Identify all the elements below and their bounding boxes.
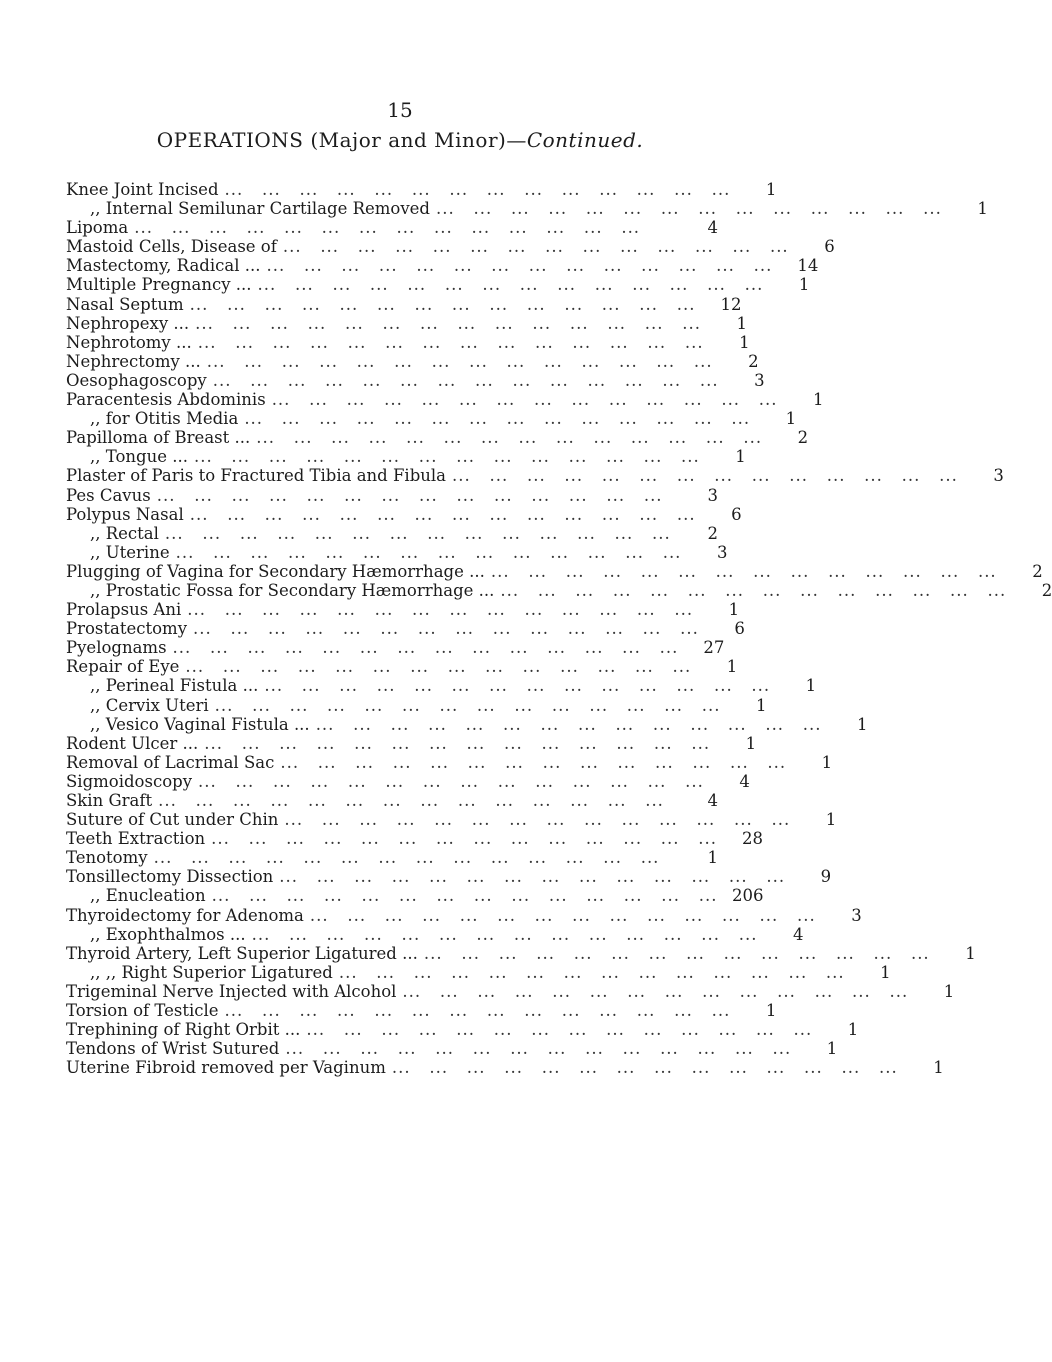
operation-count: 1 bbox=[821, 752, 833, 772]
operation-count: 2 bbox=[748, 351, 759, 371]
operation-count: 1 bbox=[847, 1020, 859, 1040]
leader-dots bbox=[278, 810, 796, 829]
list-item bbox=[66, 981, 955, 1001]
operation-count: 206 bbox=[731, 886, 764, 906]
list-item bbox=[66, 180, 777, 199]
list-item bbox=[66, 1020, 859, 1040]
list-item bbox=[66, 810, 837, 830]
operation-name: Mastectomy, Radical ... bbox=[66, 256, 261, 276]
operation-count: 2 bbox=[797, 428, 809, 448]
operation-name: ,, for Otitis Media bbox=[90, 409, 239, 429]
operation-count: 4 bbox=[739, 771, 750, 791]
leader-dots bbox=[279, 1039, 797, 1058]
operation-count: 14 bbox=[797, 256, 819, 276]
operation-name: Papilloma of Breast ... bbox=[66, 428, 251, 448]
list-item bbox=[66, 867, 832, 887]
leader-dots bbox=[167, 638, 685, 657]
operation-name: ,, Tongue ... bbox=[90, 447, 188, 467]
list-item bbox=[66, 791, 718, 810]
operation-name: Tenotomy bbox=[66, 848, 148, 868]
leader-dots bbox=[300, 1020, 818, 1039]
leader-dots bbox=[277, 237, 795, 256]
leader-dots bbox=[485, 562, 1003, 581]
operation-name: Lipoma bbox=[66, 218, 129, 238]
operation-name: Nephropexy ... bbox=[66, 313, 190, 333]
operation-name: Thyroid Artery, Left Superior Ligatured ... bbox=[66, 943, 418, 963]
list-item bbox=[66, 695, 767, 715]
leader-dots bbox=[148, 848, 678, 867]
list-item bbox=[66, 1058, 944, 1078]
operation-name: Uterine Fibroid removed per Vaginum bbox=[66, 1058, 386, 1078]
operation-name: ,, Rectal bbox=[90, 523, 159, 543]
page-number: 15 bbox=[387, 98, 413, 122]
operation-name: Tonsillectomy Dissection bbox=[66, 867, 274, 887]
leader-dots bbox=[209, 696, 727, 715]
operation-count: 1 bbox=[707, 848, 718, 868]
list-item bbox=[66, 561, 1043, 581]
operations-list bbox=[66, 180, 1052, 1078]
list-item bbox=[66, 943, 976, 963]
leader-dots bbox=[446, 466, 964, 485]
operation-name: Mastoid Cells, Disease of bbox=[66, 237, 277, 257]
operation-name: Nephrectomy ... bbox=[66, 351, 201, 371]
operation-count: 4 bbox=[707, 218, 718, 238]
leader-dots bbox=[274, 753, 792, 772]
leader-dots bbox=[128, 218, 678, 237]
operation-count: 12 bbox=[720, 294, 742, 314]
list-item bbox=[66, 580, 1052, 600]
operation-name: Torsion of Testicle bbox=[66, 1001, 219, 1021]
list-item bbox=[66, 218, 718, 237]
operation-count: 1 bbox=[826, 1039, 838, 1059]
operation-name: ,, Vesico Vaginal Fistula ... bbox=[90, 714, 310, 734]
leader-dots bbox=[238, 409, 756, 428]
operation-count: 1 bbox=[805, 676, 817, 696]
leader-dots bbox=[333, 963, 851, 982]
operation-count: 28 bbox=[742, 829, 764, 849]
operation-name: ,, Uterine bbox=[90, 542, 170, 562]
operation-count: 3 bbox=[851, 905, 862, 925]
operation-count: 1 bbox=[857, 714, 868, 734]
leader-dots bbox=[304, 906, 822, 925]
operation-name: Plaster of Paris to Fractured Tibia and Fibula bbox=[66, 466, 447, 486]
operation-name: ,, Internal Semilunar Cartilage Removed bbox=[90, 199, 430, 219]
operation-count: 1 bbox=[765, 180, 777, 199]
list-item bbox=[66, 619, 745, 639]
leader-dots bbox=[170, 543, 688, 562]
operation-count: 1 bbox=[813, 390, 824, 410]
list-item bbox=[66, 829, 764, 849]
operation-name: Multiple Pregnancy ... bbox=[66, 275, 252, 295]
operation-name: Pes Cavus bbox=[66, 485, 151, 505]
operation-count: 4 bbox=[792, 924, 804, 944]
list-item bbox=[66, 905, 862, 925]
list-item bbox=[66, 752, 833, 772]
leader-dots bbox=[187, 619, 705, 638]
operation-name: ,, Cervix Uteri bbox=[90, 695, 209, 715]
operation-count: 6 bbox=[824, 237, 835, 257]
operation-count: 1 bbox=[798, 275, 810, 295]
list-item bbox=[66, 466, 1004, 486]
leader-dots bbox=[246, 925, 764, 944]
list-item bbox=[66, 486, 718, 505]
operation-name: ,, Exophthalmos ... bbox=[90, 924, 246, 944]
list-item bbox=[66, 638, 725, 658]
operation-name: Trigeminal Nerve Injected with Alcohol bbox=[66, 981, 397, 1001]
leader-dots bbox=[188, 447, 706, 466]
leader-dots bbox=[273, 867, 791, 886]
leader-dots bbox=[201, 352, 719, 371]
operation-count: 9 bbox=[820, 867, 832, 887]
list-item bbox=[66, 771, 750, 791]
list-item bbox=[66, 409, 797, 429]
leader-dots bbox=[252, 275, 770, 294]
list-item bbox=[66, 504, 742, 524]
operation-name: Removal of Lacrimal Sac bbox=[66, 752, 275, 772]
list-item bbox=[66, 332, 750, 352]
operation-count: 3 bbox=[754, 370, 765, 390]
leader-dots bbox=[219, 1001, 737, 1020]
operation-name: Prostatectomy bbox=[66, 619, 188, 639]
list-item bbox=[66, 524, 718, 543]
leader-dots bbox=[494, 581, 1012, 600]
operation-name: Nasal Septum bbox=[66, 294, 184, 314]
operation-count: 1 bbox=[736, 313, 747, 333]
list-item bbox=[66, 237, 835, 257]
leader-dots bbox=[179, 657, 697, 676]
leader-dots bbox=[258, 676, 776, 695]
leader-dots bbox=[184, 295, 702, 314]
leader-dots bbox=[151, 486, 678, 505]
operation-name: Knee Joint Incised bbox=[66, 180, 219, 199]
leader-dots bbox=[152, 791, 678, 810]
leader-dots bbox=[310, 715, 828, 734]
operation-count: 1 bbox=[765, 1001, 777, 1021]
leader-dots bbox=[430, 199, 948, 218]
operation-name: Thyroidectomy for Adenoma bbox=[66, 905, 304, 925]
leader-dots bbox=[192, 333, 710, 352]
list-item bbox=[66, 924, 804, 944]
operation-count: 6 bbox=[734, 619, 745, 639]
list-item bbox=[66, 199, 988, 219]
operation-count: 3 bbox=[716, 542, 728, 562]
operation-count: 6 bbox=[731, 504, 742, 524]
operation-name: ,, Enucleation bbox=[90, 886, 206, 906]
leader-dots bbox=[207, 371, 725, 390]
list-item bbox=[66, 657, 738, 677]
list-item bbox=[66, 542, 728, 562]
operation-count: 3 bbox=[993, 466, 1004, 486]
list-item bbox=[66, 733, 757, 753]
list-item bbox=[66, 256, 819, 276]
operation-count: 1 bbox=[735, 447, 746, 467]
leader-dots bbox=[181, 600, 699, 619]
operation-name: Prolapsus Ani bbox=[66, 600, 182, 620]
list-item bbox=[66, 600, 740, 620]
list-item bbox=[66, 676, 817, 696]
operation-count: 1 bbox=[965, 943, 976, 963]
leader-dots bbox=[266, 390, 784, 409]
operation-count: 2 bbox=[1032, 561, 1043, 581]
operation-name: Plugging of Vagina for Secondary Hæmorrhage ... bbox=[66, 561, 485, 581]
leader-dots bbox=[386, 1058, 904, 1077]
operation-count: 1 bbox=[880, 962, 891, 982]
list-item bbox=[66, 370, 765, 390]
list-item bbox=[66, 275, 810, 295]
leader-dots bbox=[192, 772, 710, 791]
operation-count: 1 bbox=[825, 810, 837, 830]
operation-count: 1 bbox=[728, 600, 740, 620]
operation-count: 2 bbox=[1041, 580, 1052, 600]
operation-name: Suture of Cut under Chin bbox=[66, 810, 279, 830]
operation-count: 1 bbox=[739, 332, 750, 352]
leader-dots bbox=[184, 505, 702, 524]
operation-name: Trephining of Right Orbit ... bbox=[66, 1020, 301, 1040]
list-item bbox=[66, 962, 891, 982]
operation-count: 1 bbox=[745, 733, 757, 753]
list-item bbox=[66, 1001, 777, 1021]
leader-dots bbox=[159, 524, 678, 543]
list-item bbox=[66, 447, 746, 467]
leader-dots bbox=[206, 886, 724, 905]
title-main: OPERATIONS (Major and Minor)— bbox=[156, 128, 527, 152]
operation-count: 1 bbox=[755, 695, 767, 715]
leader-dots bbox=[260, 256, 778, 275]
operation-name: ,, Perineal Fistula ... bbox=[90, 676, 259, 696]
operation-name: Sigmoidoscopy bbox=[66, 771, 193, 791]
list-item bbox=[66, 351, 759, 371]
operation-name: Tendons of Wrist Sutured bbox=[66, 1039, 280, 1059]
operation-name: Polypus Nasal bbox=[66, 504, 184, 524]
operation-count: 1 bbox=[726, 657, 738, 677]
list-item bbox=[66, 313, 747, 333]
list-item bbox=[66, 294, 742, 314]
operation-name: ,, Prostatic Fossa for Secondary Hæmorrhage ... bbox=[90, 580, 495, 600]
leader-dots bbox=[250, 428, 768, 447]
operation-name: Nephrotomy ... bbox=[66, 332, 192, 352]
operation-name: Pyelognams bbox=[66, 638, 167, 658]
operation-name: Repair of Eye bbox=[66, 657, 180, 677]
operation-count: 27 bbox=[703, 638, 725, 658]
operation-name: Paracentesis Abdominis bbox=[66, 390, 266, 410]
leader-dots bbox=[418, 944, 936, 963]
operation-count: 4 bbox=[707, 791, 718, 810]
list-item bbox=[66, 886, 764, 906]
leader-dots bbox=[189, 314, 707, 333]
operation-name: Rodent Ulcer ... bbox=[66, 733, 199, 753]
list-item bbox=[66, 428, 809, 448]
page-title bbox=[0, 128, 800, 152]
list-item bbox=[66, 848, 718, 867]
operation-count: 1 bbox=[933, 1058, 944, 1078]
operation-count: 3 bbox=[707, 485, 718, 505]
list-item bbox=[66, 714, 868, 734]
leader-dots bbox=[396, 982, 914, 1001]
operation-name: Teeth Extraction bbox=[66, 829, 206, 849]
leader-dots bbox=[198, 734, 716, 753]
title-continued: Continued. bbox=[526, 128, 644, 152]
leader-dots bbox=[205, 829, 723, 848]
operation-name: Skin Graft bbox=[66, 791, 153, 810]
leader-dots bbox=[219, 180, 737, 199]
operation-name: Oesophagoscopy bbox=[66, 370, 207, 390]
operation-count: 1 bbox=[785, 409, 797, 429]
list-item bbox=[66, 390, 824, 410]
operation-count: 1 bbox=[943, 981, 955, 1001]
operation-name: ,, ,, Right Superior Ligatured bbox=[90, 962, 333, 982]
operation-count: 2 bbox=[707, 523, 718, 543]
operation-count: 1 bbox=[977, 199, 988, 219]
list-item bbox=[66, 1039, 838, 1059]
